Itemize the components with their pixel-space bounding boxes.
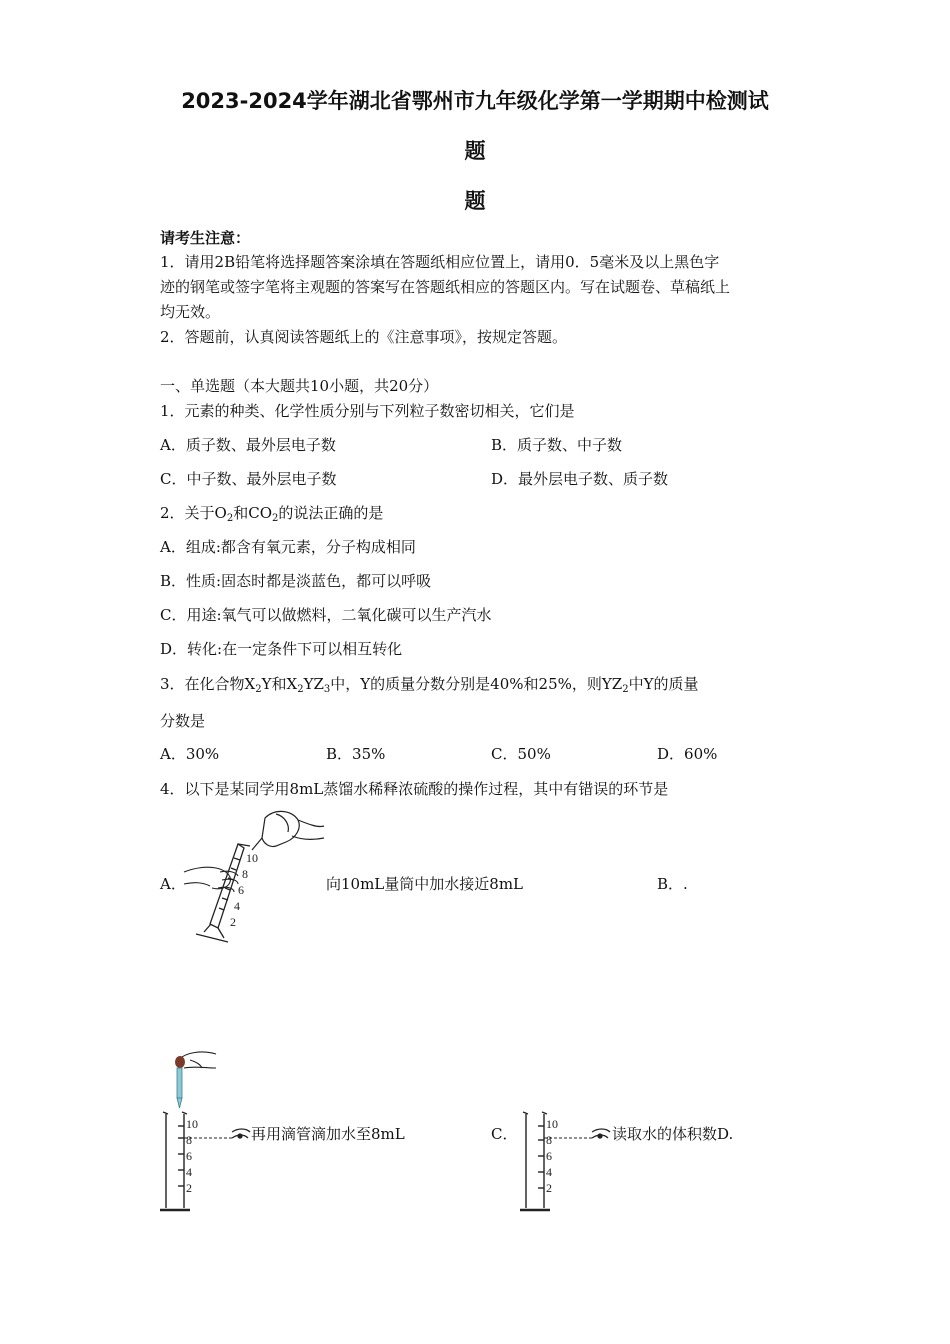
question-3-option-c: C．50% xyxy=(491,745,551,763)
q2-text-1: 2．关于O xyxy=(160,504,227,522)
eye-icon xyxy=(232,1129,250,1138)
scale-label-8: 8 xyxy=(242,867,248,881)
q3-sub-4: 2 xyxy=(622,684,629,695)
q2-text-3: 的说法正确的是 xyxy=(278,504,384,522)
question-4-option-c-text: 读取水的体积数D. xyxy=(612,1125,734,1143)
notice-item-1-line-1: 1．请用2B铅笔将选择题答案涂填在答题纸相应位置上，请用0．5毫米及以上黑色字 xyxy=(160,253,720,271)
scale-label-6: 6 xyxy=(238,883,244,897)
q3-text-1: 3．在化合物X xyxy=(160,675,256,693)
b-scale-label-4: 4 xyxy=(186,1165,192,1179)
b-scale-label-6: 6 xyxy=(186,1149,192,1163)
hand-icon xyxy=(184,867,238,892)
b-scale-label-2: 2 xyxy=(186,1181,192,1195)
q2-text-2: 和CO xyxy=(233,504,272,522)
question-4-stem: 4．以下是某同学用8mL蒸馏水稀释浓硫酸的操作过程，其中有错误的环节是 xyxy=(160,780,669,798)
q3-text-2: Y和X xyxy=(261,675,298,693)
page-title-repeat: 题 xyxy=(464,189,486,213)
question-3-stem-line-2: 分数是 xyxy=(160,712,206,730)
question-2-stem xyxy=(160,503,800,523)
notice-item-1-line-3: 均无效。 xyxy=(160,303,221,321)
question-1-option-c: C．中子数、最外层电子数 xyxy=(160,470,337,488)
pouring-water-figure xyxy=(180,806,325,946)
scale-label-4: 4 xyxy=(234,899,240,913)
scale-label-10: 10 xyxy=(246,851,258,865)
question-1-option-b: B．质子数、中子数 xyxy=(491,436,623,454)
c-scale-label-2: 2 xyxy=(546,1181,552,1195)
q3-text-4: 中，Y的质量分数分别是40%和25%，则YZ xyxy=(330,675,623,693)
c-scale-label-10: 10 xyxy=(546,1117,558,1131)
c-scale-label-4: 4 xyxy=(546,1165,552,1179)
q3-sub-1: 2 xyxy=(255,684,262,695)
question-3-option-d: D．60% xyxy=(657,745,718,763)
question-4-option-b-text: 再用滴管滴加水至8mL xyxy=(251,1125,405,1143)
cylinder-scale xyxy=(230,851,258,929)
q3-sub-3: 3 xyxy=(323,684,331,695)
question-1-option-a: A．质子数、最外层电子数 xyxy=(160,436,336,454)
question-1-option-d: D．最外层电子数、质子数 xyxy=(491,470,669,488)
question-2-option-b: B．性质:固态时都是淡蓝色，都可以呼吸 xyxy=(160,572,432,590)
q3-sub-2: 2 xyxy=(297,684,304,695)
page-title: 2023-2024学年湖北省鄂州市九年级化学第一学期期中检测试 xyxy=(181,89,769,113)
question-3-option-a: A．30% xyxy=(160,745,220,763)
b-scale-label-8: 8 xyxy=(186,1133,192,1147)
notice-heading: 请考生注意： xyxy=(160,229,251,247)
bottle-icon xyxy=(252,811,324,850)
scale-label-2: 2 xyxy=(230,915,236,929)
question-2-option-d: D．转化:在一定条件下可以相互转化 xyxy=(160,640,403,658)
question-3-stem xyxy=(160,674,800,694)
q3-text-5: 中Y的质量 xyxy=(628,675,699,693)
dropper-figure xyxy=(160,1046,255,1216)
eye-icon-c xyxy=(592,1129,610,1138)
q2-sub-2: 2 xyxy=(272,513,279,524)
section-heading: 一、单选题（本大题共10小题，共20分） xyxy=(160,377,439,395)
b-scale-label-10: 10 xyxy=(186,1117,198,1131)
question-4-option-c-label: C． xyxy=(491,1125,518,1143)
c-scale-label-6: 6 xyxy=(546,1149,552,1163)
reading-volume-figure xyxy=(520,1106,615,1216)
q3-text-3: YZ xyxy=(303,675,324,693)
question-4-option-a-text: 向10mL量筒中加水接近8mL xyxy=(326,875,524,893)
question-4-option-b-label: B．. xyxy=(657,875,688,893)
question-2-option-a: A．组成:都含有氧元素，分子构成相同 xyxy=(160,538,416,556)
c-scale-label-8: 8 xyxy=(546,1133,552,1147)
q2-sub-1: 2 xyxy=(226,513,234,524)
question-4-option-a-label: A． xyxy=(160,875,186,893)
notice-item-1-line-2: 迹的钢笔或签字笔将主观题的答案写在答题纸相应的答题区内。写在试题卷、草稿纸上 xyxy=(160,278,731,296)
question-3-option-b: B．35% xyxy=(326,745,386,763)
cylinder-b-scale xyxy=(186,1117,198,1195)
page-title-continued: 题 xyxy=(464,139,486,163)
question-1-stem: 1．元素的种类、化学性质分别与下列粒子数密切相关，它们是 xyxy=(160,402,575,420)
notice-item-2: 2．答题前，认真阅读答题纸上的《注意事项》，按规定答题。 xyxy=(160,328,568,346)
question-2-option-c: C．用途:氧气可以做燃料，二氧化碳可以生产汽水 xyxy=(160,606,492,624)
cylinder-c-scale xyxy=(546,1117,558,1195)
dropper-icon xyxy=(175,1056,185,1108)
